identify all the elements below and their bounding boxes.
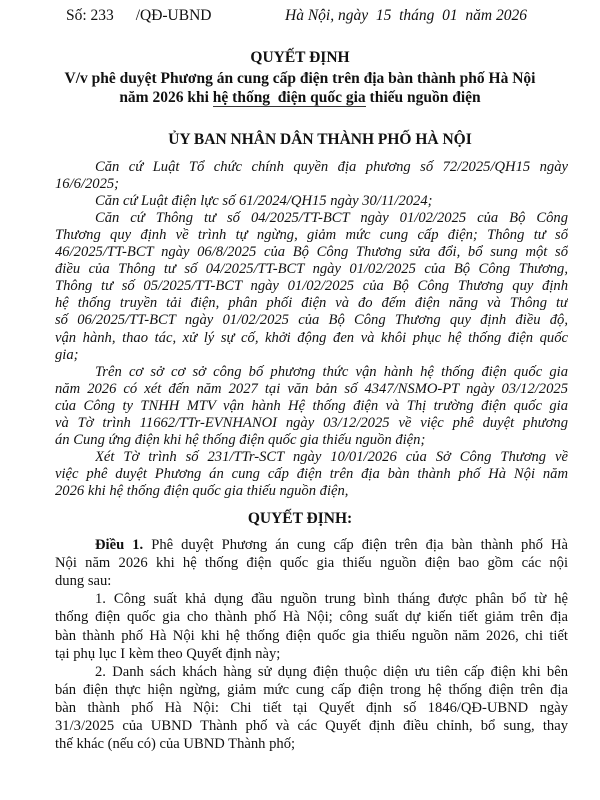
document-title: QUYẾT ĐỊNH [250,49,350,66]
text-line-content: thống điện quốc gia cho thành phố Hà Nội; công suất dự kiến tiết giảm trên địa [55,609,568,626]
text-line-content: Căn cứ Thông tư số 04/2025/TT-BCT ngày 01/02/2025 của Bộ Công [95,210,568,227]
subject-text: thiếu nguồn điện [365,89,481,106]
text-line-content: số 06/2025/TT-BCT ngày 01/02/2025 của Bộ Công Thương quy định điều độ, [55,312,568,329]
text-line-content: Trên cơ sở cơ sở công bố phương thức vận hành hệ thống điện quốc gia [95,363,568,380]
text-line-content: và Tờ trình 11662/TTr-EVNHANOI ngày 03/12/2025 về việc phê duyệt phương [55,414,568,431]
text-line [95,158,568,176]
text-line-content: 2. Danh sách khách hàng sử dụng điện thuộc diện ưu tiên cấp điện khi bên [95,663,568,680]
text-line [55,482,568,500]
article-label: Điều 1. [95,537,144,553]
text-line [55,554,568,572]
text-line [95,590,568,608]
text-line [55,681,568,699]
text-line [55,311,568,329]
text-line [95,536,568,554]
text-line-content: gia; [55,346,79,363]
text-line [55,717,568,735]
subject-underlined-text: hệ thống điện quốc gia [212,89,366,106]
text-line-content: Phê duyệt Phương án cung cấp điện trên địa bàn thành phố Hà [143,537,568,553]
text-line [55,465,568,483]
text-line [55,380,568,398]
document-subject-line-2 [0,89,600,107]
text-line [55,414,568,432]
text-line [95,209,568,227]
text-line-content: Căn cứ Luật điện lực số 61/2024/QH15 ngày 30/11/2024; [95,193,433,210]
text-line-content: bàn thành phố Hà Nội khi hệ thống điện quốc gia thiếu nguồn năm 2026, chi tiết [55,627,568,644]
text-line [55,645,568,663]
text-line [95,363,568,381]
text-line [95,192,568,210]
text-line-content: Thông tư số 05/2025/TT-BCT ngày 01/02/2025 của Bộ Công Thương quy định [55,278,568,295]
text-line [55,175,568,193]
document-number [66,7,211,25]
text-line [55,243,568,261]
text-line-content: tại phụ lục I kèm theo Quyết định này; [55,645,281,662]
text-line-content: 31/3/2025 của UBND Thành phố và các Quyết định điều chỉnh, bổ sung, thay [55,718,568,734]
text-line-content: Căn cứ Luật Tổ chức chính quyền địa phương số 72/2025/QH15 ngày [95,159,568,175]
text-line [95,448,568,466]
text-line-content: án Cung ứng điện khi hệ thống điện quốc gia thiếu nguồn điện; [55,431,426,448]
text-line-content: việc phê duyệt Phương án cung cấp điện trên địa bàn thành phố Hà Nội năm [55,465,568,482]
text-line [55,329,568,347]
text-line-content: bán điện thực hiện ngừng, giảm mức cung cấp điện trong hệ thống điện trên địa [55,681,568,698]
text-line-content: năm 2026 có xét đến năm 2027 tại văn bản số 4347/NSMO-PT ngày 03/12/2025 [55,380,568,397]
text-line [55,608,568,626]
document-number-suffix: /QĐ-UBND [135,7,212,24]
text-line [55,735,568,753]
text-line [55,346,568,364]
text-line [55,260,568,278]
text-line-content: thế khác (nếu có) của UBND Thành phố; [55,736,296,753]
text-line-content: Xét Tờ trình số 231/TTr-SCT ngày 10/01/2026 của Sở Công Thương về [95,448,568,465]
text-line-content: 1. Công suất khả dụng đầu nguồn trung bình tháng được phân bổ từ hệ [95,591,568,608]
decision-heading: QUYẾT ĐỊNH: [247,510,353,527]
text-line-content: 16/6/2025; [55,176,120,193]
text-line-content: dung sau: [55,573,112,590]
document-number-label: Số: 233 [66,7,114,24]
text-line-content: 46/2025/TT-BCT ngày 06/8/2025 của Bộ Công Thương sửa đổi, bổ sung một số [55,244,568,261]
text-line [55,397,568,415]
text-line [55,277,568,295]
text-line-content: của Công ty TNHH MTV vận hành Hệ thống điện và Thị trường điện quốc gia [55,397,568,414]
text-line [55,699,568,717]
text-line [95,663,568,681]
text-line-content: bàn thành phố Hà Nội: Chi tiết tại Quyết định số 1846/QĐ-UBND ngày [55,699,568,716]
document-subject-line-1: V/v phê duyệt Phương án cung cấp điện trên địa bàn thành phố Hà Nội [64,70,536,87]
text-line [55,627,568,645]
text-line-content: Nội năm 2026 khi hệ thống điện quốc gia thiếu nguồn điện bao gồm các nội [55,555,568,572]
text-line-content: hệ thống truyền tải điện, phân phối điện và đo đếm điện năng và Thông tư [55,295,568,312]
issuing-authority: ỦY BAN NHÂN DÂN THÀNH PHỐ HÀ NỘI [168,131,472,148]
subject-text: năm 2026 khi [119,89,213,106]
document-date: Hà Nội, ngày 15 tháng 01 năm 2026 [285,7,527,24]
text-line-content: Thương quy định về trình tự ngừng, giảm mức cung cấp điện; Thông tư số [55,227,568,244]
text-line [55,431,568,449]
text-line-content: vận hành, thao tác, xử lý sự cố, khởi động đen và khôi phục hệ thống điện quốc [55,329,568,346]
text-line [55,226,568,244]
text-line [55,294,568,312]
text-line-content: 2026 khi hệ thống điện quốc gia thiếu nguồn điện, [55,482,349,499]
text-line [55,572,568,590]
text-line-content: điều của Thông tư số 04/2025/TT-BCT ngày 01/02/2025 của Bộ Công Thương, [55,261,568,278]
